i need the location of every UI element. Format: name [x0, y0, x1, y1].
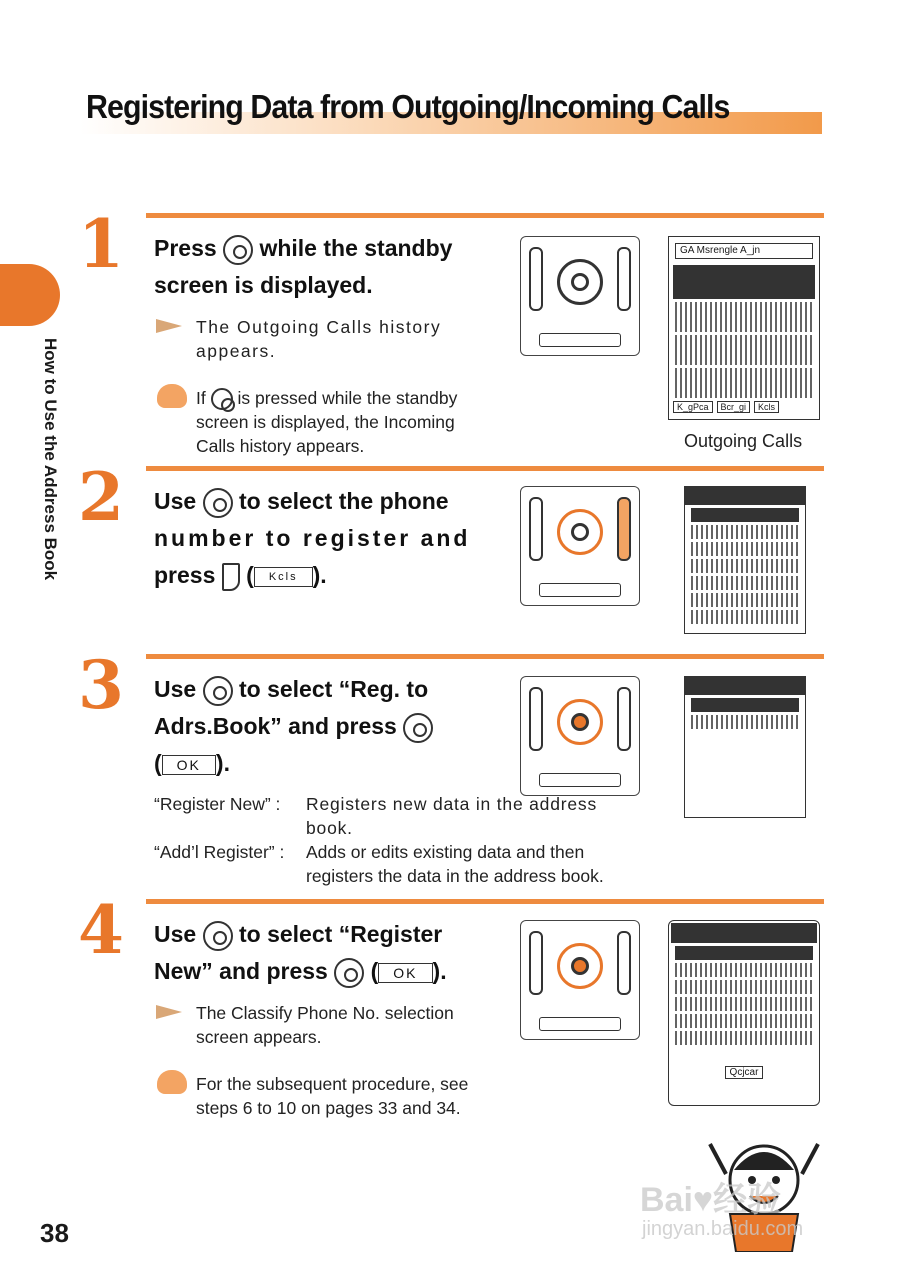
screen-row	[691, 593, 799, 607]
navigation-key-icon	[203, 676, 233, 706]
screen-row	[675, 963, 813, 977]
step-4-heading: Use to select “Register New” and press ( OK ).	[154, 916, 494, 990]
watermark-logo: Bai♥经验	[640, 1181, 782, 1219]
step-4-number: 4	[78, 891, 124, 969]
call-history-detail-screen	[684, 486, 806, 634]
screen-softkeys: K_gPca Bcr_gi Kcls	[673, 401, 815, 413]
step-2-rule	[146, 466, 824, 471]
navigation-key-small-icon	[211, 388, 233, 410]
softkey-label: Kcls	[254, 567, 313, 587]
screen-row	[691, 715, 799, 729]
step-1-result: The Outgoing Calls history appears.	[196, 317, 442, 361]
step-4-rule	[146, 899, 824, 904]
definition-item: “Register New” : Registers new data in the address book.	[154, 794, 597, 838]
screen-header	[685, 677, 805, 695]
softkey-label: OK	[378, 963, 432, 983]
step-1-number: 1	[78, 205, 124, 283]
screen-header: GA Msrengle A_jn	[675, 243, 813, 259]
screen-caption: Outgoing Calls	[684, 431, 803, 451]
watermark-url: jingyan.baidu.com	[642, 1218, 804, 1240]
result-arrow-icon	[156, 1005, 182, 1019]
screen-softkeys: Qcjcar	[669, 1067, 819, 1078]
section-tab	[0, 264, 60, 326]
screen-selected-row	[675, 946, 813, 960]
pointing-hand-icon	[157, 1070, 187, 1094]
center-key-icon	[334, 958, 364, 988]
softkey-label: OK	[162, 755, 216, 775]
step-3-number: 3	[78, 646, 124, 724]
step-1-rule	[146, 213, 824, 218]
screen-row	[675, 1031, 813, 1045]
phone-keypad-illustration	[520, 920, 640, 1040]
phone-keypad-illustration	[520, 676, 640, 796]
navigation-key-icon	[223, 235, 253, 265]
page-title: Registering Data from Outgoing/Incoming Calls	[86, 88, 730, 125]
definition-list	[154, 792, 634, 888]
step-2-heading: Use to select the phone number to register and press ( Kcls ).	[154, 483, 484, 594]
screen-row	[691, 576, 799, 590]
navigation-key-icon	[203, 921, 233, 951]
screen-row	[675, 302, 813, 332]
register-menu-screen	[684, 676, 806, 818]
definition-item: “Add’l Register” : Adds or edits existing data and then registers the data in the address book.	[154, 842, 604, 886]
screen-header	[671, 923, 817, 943]
screen-header	[685, 487, 805, 505]
step-2-number: 2	[78, 458, 124, 536]
screen-row	[675, 335, 813, 365]
screen-row	[675, 997, 813, 1011]
phone-keypad-illustration	[520, 486, 640, 606]
result-arrow-icon	[156, 319, 182, 333]
screen-row	[691, 525, 799, 539]
screen-selected-row	[691, 698, 799, 712]
center-key-icon	[403, 713, 433, 743]
step-3-rule	[146, 654, 824, 659]
screen-selected-row	[673, 265, 815, 299]
pointing-hand-icon	[157, 384, 187, 408]
screen-row	[691, 559, 799, 573]
navigation-key-icon	[203, 488, 233, 518]
screen-row	[691, 542, 799, 556]
page-number: 38	[40, 1218, 69, 1248]
classify-phone-screen	[668, 920, 820, 1106]
screen-row	[675, 980, 813, 994]
screen-row	[675, 1014, 813, 1028]
softkey-icon	[222, 563, 240, 591]
step-1-note: If is pressed while the standby screen is displayed, the Incoming Calls history appears.	[196, 388, 458, 457]
screen-row	[675, 368, 813, 398]
screen-selected-row	[691, 508, 799, 522]
step-4-result: The Classify Phone No. selection screen appears.	[196, 1003, 454, 1047]
side-section-label: How to Use the Address Book	[41, 338, 60, 581]
step-4-note: For the subsequent procedure, see steps 6 to 10 on pages 33 and 34.	[196, 1074, 469, 1118]
screen-row	[691, 610, 799, 624]
phone-keypad-illustration	[520, 236, 640, 356]
step-3-heading: Use to select “Reg. to Adrs.Book” and press ( OK ).	[154, 671, 494, 782]
step-1-heading: Press while the standby screen is displayed.	[154, 235, 453, 298]
outgoing-calls-screen	[668, 236, 820, 420]
